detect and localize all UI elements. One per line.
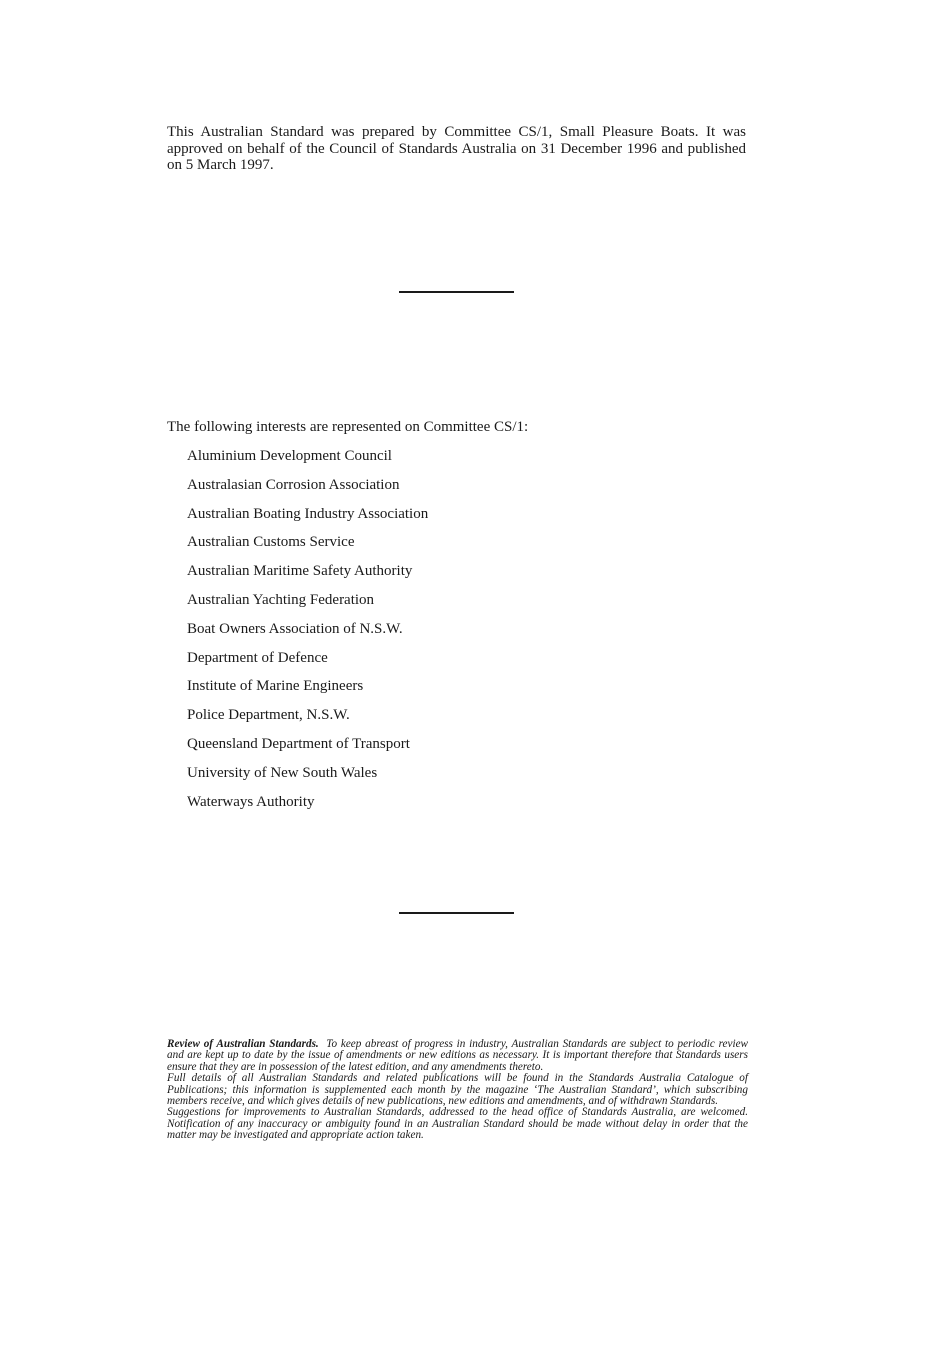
committee-member: Institute of Marine Engineers <box>187 678 364 695</box>
review-text-1: To keep abreast of progress in industry, Australian Standards are subject to periodic review and are kept up to date by the issue of amendments or new editions as necessary. It is important therefore that Standards users ensure that they are in possession of the latest edition, and any amendments thereto. <box>167 1038 749 1073</box>
intro-paragraph: This Australian Standard was prepared by Committee CS/1, Small Pleasure Boats. It was approved on behalf of the Council of Standards Australia on 31 December 1996 and published on 5 March 1997. <box>167 124 746 173</box>
review-paragraph-3: Suggestions for improvements to Australian Standards, addressed to the head office of Standards Australia, are welcomed. Notification of any inaccuracy or ambiguity found in an Australian Standard should be made without delay in order that the matter may be investigated and appropriate action taken. <box>167 1106 748 1142</box>
committee-member: Department of Defence <box>187 649 328 666</box>
committee-member: Australian Yachting Federation <box>187 591 375 608</box>
committee-member: Boat Owners Association of N.S.W. <box>187 620 403 637</box>
committee-member: Australian Maritime Safety Authority <box>187 563 413 580</box>
committee-heading: The following interests are represented on Committee CS/1: <box>167 419 529 435</box>
review-notice <box>167 1039 748 1142</box>
committee-member: University of New South Wales <box>187 764 378 781</box>
committee-member: Police Department, N.S.W. <box>187 707 350 724</box>
review-lead: Review of Australian Standards. <box>167 1038 319 1050</box>
committee-member: Australian Boating Industry Association <box>187 505 429 522</box>
horizontal-rule-top <box>399 291 514 293</box>
committee-member-list <box>187 447 428 821</box>
committee-member: Aluminium Development Council <box>187 448 392 464</box>
review-paragraph-1 <box>167 1039 748 1073</box>
committee-member: Waterways Authority <box>187 793 315 810</box>
committee-member: Australasian Corrosion Association <box>187 476 400 493</box>
review-paragraph-2: Full details of all Australian Standards and related publications will be found in the Standards Australia Catalogue of Publications; this information is supplemented each month by the magazine ‘The Australian Standard’, which subscribing members receive, and which gives details of new publications, new editions and amendments, and of withdrawn Standards. <box>167 1072 748 1108</box>
committee-member: Australian Customs Service <box>187 534 355 551</box>
committee-member: Queensland Department of Transport <box>187 735 410 752</box>
horizontal-rule-bottom <box>399 912 514 914</box>
